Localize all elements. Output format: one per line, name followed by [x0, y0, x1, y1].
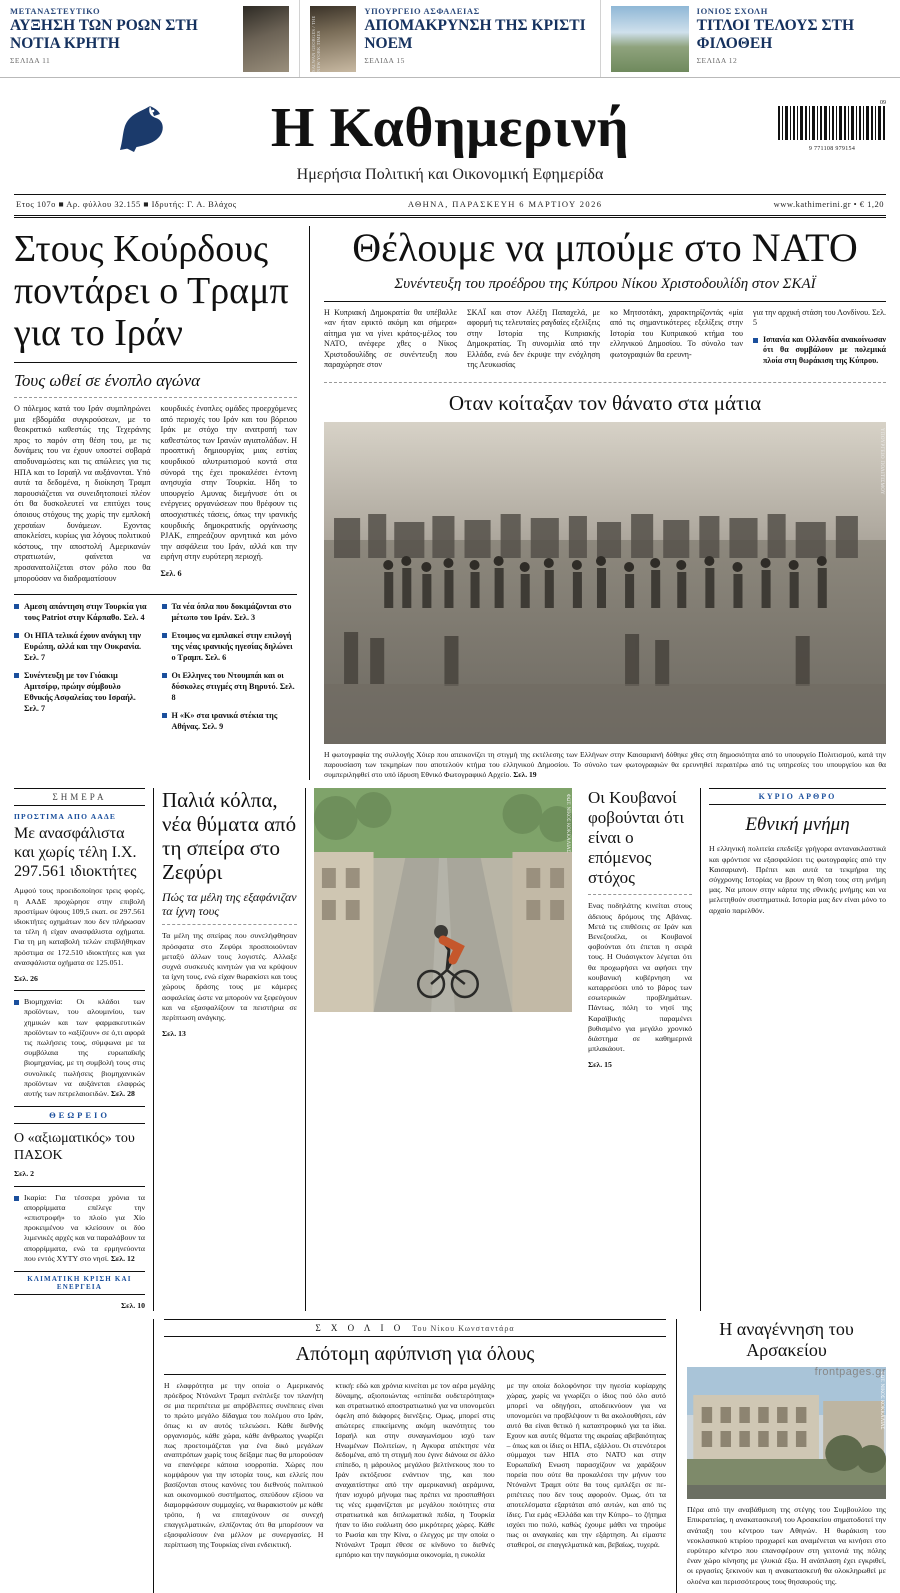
barcode-bars-icon: [778, 106, 886, 140]
commentary-header: [164, 1319, 666, 1337]
photo-credit: ΦΩΤ. ΝΙΚΟΣ ΚΟΚΚΑΛΙΑΣ: [879, 1371, 884, 1430]
divider: [14, 362, 297, 363]
bullet-item[interactable]: [162, 630, 298, 663]
section-label-theoreio: ΘΕΩΡΕΙΟ: [14, 1106, 145, 1124]
main-content-grid: [0, 218, 900, 780]
lead-left-headline[interactable]: Στους Κούρδους ποντάρει ο Τραμπ για το Ιράν: [14, 228, 289, 354]
bullet-page: Σελ. 9: [202, 721, 224, 731]
teaser-ionios-school[interactable]: [600, 0, 900, 77]
zefyri-headline[interactable]: Παλιά κόλπα, νέα θύματα από τη σπείρα στο Ζεφύρι: [162, 788, 297, 885]
teaser-page: ΣΕΛΙΔΑ 15: [364, 56, 405, 65]
bullet-text: Συνέντευξη με τον Γιόακιμ Αμιτσίρφ, πρώην σύμβουλο Εθνικής Ασφαλείας του Ισραήλ.: [24, 670, 136, 702]
body-paragraph: ΣΚΑΪ και στον Αλέξη Παπαχελά, με αφορμή τις τελευταίες ραγδαίες εξελίξεις στην Ιστορία της Κυπριακής Δημοκρατίας. Τη συνομιλία από την Ελλάδα, ενώ δεν έκρυψε την ενόχληση της Λευκωσίας: [467, 308, 600, 370]
body-paragraph: Η ελαφρότητα με την οποία ο Αμερικανός πρόεδρος Ντόναλντ Τραμπ ενέπλεξε τον πλανήτη σε μια περιπέτεια με απρόβλεπτες συνέπειες είναι το πρώτο μεγάλο δίδαγμα του πολέμου στο Ιράν, όπως κι αν αυτός τελειώσει. Κάθε διεθνής οργανισμός, κάθε χώρα, κάθε άνθρωπος γνωρίζει πως προετοιμάζεται για ένα δικό μεγάλων αναπτρόπων χωρίς τους δείξαμε πως θα μπορούσαν να επανέφερε κάποια ισορροπία. Χώρες που κομψάρουν για την ιστορία τους, και ελλείς που βασίζονται στους κανόνες του διεθνούς πολιτικού και οικονομικού συστήματος, σπεύδουν εξίσου να διαμορφώσουν συμμαχίες, να θωρακιστούν με κάθε τρόπο, ή να επιταχύνουν σε συνεχή επαγγελματικών, ελπίζοντας ότι θα μπορέσουν να εξασφαλίσουν ένα μέλλον με συνεργασίες. Η περίπτωση της Τουρκίας είναι ενδεικτική.: [164, 1381, 324, 1549]
climate-page[interactable]: Σελ. 10: [121, 1300, 145, 1310]
caption-page[interactable]: Σελ. 19: [513, 770, 537, 780]
bullet-text: Ισπανία και Ολλανδία ανακοίνωσαν ότι θα συμβάλουν με πολεμικά πλοία στη θωράκιση της Κύπρου.: [763, 334, 886, 365]
body-page-reference[interactable]: Σελ. 6: [160, 568, 182, 578]
divider-dashed: [324, 382, 886, 383]
climate-section-label: ΚΛΙΜΑΤΙΚΗ ΚΡΙΣΗ ΚΑΙ ΕΝΕΡΓΕΙΑ: [14, 1271, 145, 1295]
photo-havana-street: [314, 788, 572, 1012]
cuba-body: [588, 901, 692, 1070]
zefyri-subhead: Πώς τα μέλη της εξαφάνιζαν τα ίχνη τους: [162, 890, 297, 919]
divider: [324, 301, 886, 302]
editorial-title[interactable]: Εθνική μνήμη: [745, 814, 850, 836]
bullet-text: Η «Κ» στα ιρανικά στέκια της Αθήνας.: [171, 710, 278, 731]
aade-body: [14, 886, 145, 984]
arsakeio-body: [687, 1505, 886, 1587]
aade-kicker: ΠΡΟΣΤΙΜΑ ΑΠΟ ΑΑΔΕ: [14, 812, 117, 822]
bullet-text: Τα νέα όπλα που δοκιμάζονται στο μέτωπο του Ιράν.: [171, 601, 292, 622]
website-price[interactable]: www.kathimerini.gr • € 1,20: [773, 199, 884, 209]
lower-section: [0, 788, 900, 1311]
bullet-text: Οι Ελληνες του Ντουμπάι και οι δύσκολες στιγμές στη Βηρυτό.: [171, 670, 284, 691]
bullet-text: Βιομηχανία: Οι κλάδοι των προϊόντων, του αλουμινίου, των χημικών και των φαρμακευτικών προϊόντων το «αξίζουν» σε ό,τι αφορά τις πωλήσεις τους, σύμφωνα με τα συμβόλαια της ευρωπαϊκής βιομηχανίας, με τη συμβολή τους στις συνολικές πωλήσεις βιομηχανικών προϊόντων να αυξάνεται ελαφρώς αυτής των πετρελαιοειδών.: [24, 997, 145, 1099]
caption-text: Η φωτογραφία της συλλογής Χόιερ που απεικονίζει τη στιγμή της εκτέλεσης των Ελλήνων στην Καισαριανή δόθηκε χθες στη δημοσιότητα από το υπουργείο Πολιτισμού, κατά την παρουσίαση των τεκμηρίων που αποτελούν κτήμα του ελληνικού Δημοσίου. Το σύνολο των φωτογραφιών θα ερευνηθεί περαιτέρω από τις υπηρεσίες του υπουργείου και θα συμπεριληφθεί στο υπό ίδρυση Εθνικό Φωτογραφικό Αρχείο.: [324, 750, 886, 780]
arsakeio-column: [676, 1319, 886, 1593]
divider-dashed: [162, 924, 297, 925]
section-label-simera: ΣΗΜΕΡΑ: [14, 788, 145, 806]
issue-info: Ετος 107ο ■ Αρ. φύλλου 32.155 ■ Ιδρυτής: Γ. Α. Βλάχος: [16, 199, 237, 209]
zefyri-column: [154, 788, 306, 1311]
commentary-body: [164, 1381, 666, 1559]
barcode-number: 9 771108 979154: [808, 146, 856, 152]
body-page-reference[interactable]: Σελ. 13: [162, 1029, 186, 1039]
bullet-text: Ικαρία: Για τέσσερα χρόνια τα απορρίμματα επέλεγε την «επιστροφή» το πλοίο για Χίο προκειμένου να κλείσουν οι δύο λιμενικές αρχές και να παραλάβουν τα απορρίμματα, ενώ τα ερμηνεύοντα που εντός ΧΥΤΥ στο νησί.: [24, 1192, 145, 1263]
photo-arsakeio-building: [687, 1367, 886, 1499]
body-paragraph: κτική: εδώ και χρόνια κινείται με τον αέρα μεγάλης δύναμης, αξιοποιώντας «επίπεδα ουδετερότητας» και στρατιωτικό αποστρατιωτικό για να υπονομεύει όφελη από διάφορες διενέξεις. Ομως, μπορεί στις απώτερες επικείμενης ακόμη ικανότητες του Ισραήλ και στην συναγωνίσμου ισχύ των Ηνωμένων Πολιτείων, η Αγκυρα απέκτησε νέα δεδομένα, από τη στιγμή που έγινε διάνοια σε άλλο επίπεδο, η μάρουλος μεγάλου βελτίνεκους που το Ιράν εκτόξευσε ενάντιον της, και που αναχαιτίστηκε από την αμερικανική αεράμυνα, ήταν ισχυρό μήνυμα πως πρέπει να προσπαθήσει τις νέες εμφανίζεται με μεγάλου ποιότητες στα στρατιωτικά και διπλωματικά πεδία, η Τουρκία ήταν το ίδιο ευάλωτη όσο μικρότερες χώρες. Κάθε το Ρωσία και την Κίνα, ο έλεγχος με την οποία ο Ντόναλντ Τραμπ έθεσε σε κίνδυνο το διεθνές εμπόριο και την παγκόσμια οικονομία, η ευκολία: [335, 1381, 495, 1559]
barcode-issue: 09: [880, 100, 886, 106]
teaser-title: ΑΥΞΗΣΗ ΤΩΝ ΡΟΩΝ ΣΤΗ ΝΟΤΙΑ ΚΡΗΤΗ: [10, 17, 198, 52]
lead-right-body: [324, 308, 886, 376]
body-page-reference[interactable]: Σελ. 15: [588, 1060, 612, 1070]
commentary-column: [154, 1319, 676, 1593]
body-paragraph: Αμφού τους προειδοποίησε τρεις φορές, η ΑΑΔΕ προχώρησε στην επιβολή προστίμων ύψους 109,5 εκατ. σε 297.561 ιδιοκτήτες οχημάτων που δεν πλήρωσαν τα τέλη ή είχαν ανασφάλιστα οχήματα. Για τη μη καταβολή τελών επιβλήθηκαν πρόστιμα σε 172.510 ιδιοκτήτες και για ανασφάλιστα οχήματα σε 125.051.: [14, 886, 145, 967]
body-paragraph: Ενας ποδηλάτης κινείται στους άδειους δρόμους της Αβάνας. Μετά τις επιθέσεις σε Ιράν και Βενεζουέλα, οι Κουβανοί φοβούνται ότι έπεται η σειρά τους. Η Ουάσιγκτον λέγεται ότι θα προχωρήσει να αφήσει την κουβανική κυβέρνηση να καταρρεύσει υπό το βάρος των εσωτερικών προβλημάτων. Πάντως, πόλη το νησί της Καραϊβικής παραμένει βυθισμένο για μεγάλο χρονικό διάστημα σε καθημερινά μπλακάουτ.: [588, 901, 692, 1054]
bullet-page: Σελ. 4: [123, 612, 145, 622]
lead-right-bullets: [753, 335, 886, 366]
teaser-thumbnail-image: [243, 6, 289, 72]
lead-story-left: [14, 226, 310, 780]
body-paragraph: με την οποία δολοφόνησε την ηγεσία κυρίαρχης χώρας, χωρίς να γνωρίζει ο ίδιος πού όλο αυτό μπορεί να οδηγήσει, αποδεικνύουν για να υπονομεύει να προβλέψουν τι θα ακολουθήσει, εάν αυτό θα είναι θετικό ή καταστροφικό για τα ίδια. Εχουν και αυτές θέματα της ακραίας αβεβαιότητας – όπως και οι ίδιες οι ΗΠΑ, εξάλλου. Οι στενότεροι σύμμαχοι των ΗΠΑ στο ΝΑΤΟ και στην Ευρωπαϊκή Ενωση παρασχίζουν να χαράξουν πορεία που ούτε θα προκαλέσει την μήνυν του Ντόναλντ Τραμπ ούτε θα τους εμπλέξει σε πε-ριπέτειες που δεν τους αφορούν. Ομως, ότι τα αποτελέσματα εξαρτάται από αυτών, και από τις ίδιες. Για εμάς «Ελλάδα και την Κύπρο– το ζήτημα ισχύει πιο πολύ, καθώς έχουμε μάθει να τηρούμε πως οι αναγκαίες και την εξάρτηση. Αι είμαστε σταθεροί, σε επαγγελματικά και, βεβαίως, τυχερά.: [506, 1381, 666, 1549]
bullet-page: Σελ. 7: [24, 652, 46, 662]
teaser-title: ΑΠΟΜΑΚΡΥΝΣΗ ΤΗΣ ΚΡΙΣΤΙ ΝΟΕΜ: [364, 17, 586, 52]
watermark: frontpages.gr: [814, 1366, 886, 1378]
photo-credit: ΥΠΟΥΡΓΕΙΟ ΠΟΛΙΤΙΣΜΟΥ: [879, 428, 884, 496]
teaser-title: ΤΙΤΛΟΙ ΤΕΛΟΥΣ ΣΤΗ ΦΙΛΟΘΕΗ: [696, 17, 855, 52]
divider: [14, 1186, 145, 1187]
bullet-text: Αμεση απάντηση στην Τουρκία για τους Patriot στην Κάρπαθο.: [24, 601, 147, 622]
masthead-subtitle: Ημερήσια Πολιτική και Οικονομική Εφημερίδα: [296, 166, 604, 183]
aade-headline[interactable]: Με ανασφάλιστα και χωρίς τέλη Ι.Χ. 297.561 ιδιοκτήτες: [14, 825, 137, 881]
photo-illustration: [314, 788, 572, 1012]
commentary-headline[interactable]: Απότομη αφύπνιση για όλους: [295, 1343, 535, 1366]
bullet-item[interactable]: [14, 601, 150, 623]
lead-right-headline[interactable]: Θέλουμε να μπούμε στο ΝΑΤΟ: [352, 225, 858, 270]
teaser-security-ministry[interactable]: [299, 0, 599, 77]
photo-headline[interactable]: Οταν κοίταξαν τον θάνατο στα μάτια: [448, 391, 762, 416]
bullet-page: Σελ. 7: [24, 703, 46, 713]
simera-column: [14, 788, 154, 1311]
havana-photo-column: [306, 788, 580, 1311]
teaser-page: ΣΕΛΙΔΑ 12: [696, 56, 738, 65]
body-paragraph: Η Κυπριακή Δημοκρατία θα υπέβαλλε «αν ήταν εφικτό ακόμη και σήμερα» αίτημα για να γίνει κράτος-μέλος του ΝΑΤΟ, ανέφερε χθες ο Νίκος Χριστοδουλίδης σε συνέντευξη που παραχώρησε στον: [324, 308, 457, 370]
bullet-item[interactable]: [14, 670, 150, 714]
main-photo-execution-kaisariani: [324, 422, 886, 744]
teaser-thumbnail-image: [310, 6, 356, 72]
bullet-page: Σελ. 28: [110, 1089, 135, 1099]
masthead: [0, 78, 900, 218]
body-paragraph: κουρδικές ένοπλες ομάδες προερχόμενες από περιοχές του Ιράν και του βόρειου Ιράκ με στόχο την ανατροπή των καθεστώτος των Ιρανών αγιατολάδων. Η προοπτική δημιουργίας μιας εστίας κουρδικού αλυτρωτισμού κοντά στα σύνορά της έχει προκαλέσει έντονη ανησυχία στην Τουρκία. Ηδη το υπουργείο Αμυνας διεμήνυσε ότι οι ενέργειες οργανώσεων που θρέφουν τις αποσχιστικές τάσεις, όπως την ιρανικής κουρδικής δημοκρατικής οργάνωσης PJAK, επηρεάζουν αρνητικά και μόνο την ασφάλεια του Ιράν, αλλά και την ειρήνη στην ευρύτερη περιοχή.: [160, 404, 297, 562]
commentary-label: Σ Χ Ο Λ Ι Ο: [315, 1323, 405, 1334]
main-photo-caption: [324, 750, 886, 780]
lead-left-bullet-lists: [14, 601, 297, 739]
body-paragraph: κο Μητσοτάκη, χαρακτηρίζοντάς «μία από τις σημαντικότερες εξελίξεις στην Ιστορία του Κυπριακού κτήμα του ελληνικού Δημοσίου. Το σύνολο των φωτογραφιών θα ερευνη-: [610, 308, 743, 359]
bullet-item[interactable]: [162, 601, 298, 623]
newspaper-title: Η Καθημερινή: [270, 97, 630, 159]
barcode: [778, 100, 886, 152]
top-teaser-strip: [0, 0, 900, 78]
divider-dashed: [14, 397, 297, 398]
teaser-kicker: ΜΕΤΑΝΑΣΤΕΥΤΙΚΟ: [10, 6, 101, 16]
bullet-item[interactable]: [162, 670, 298, 703]
divider: [14, 594, 297, 595]
photo-credit: ΦΩΤ. ΝΙΚΟΣ ΚΟΚΚΑΛΙΑΣ: [565, 794, 570, 853]
body-paragraph: Η ελληνική πολιτεία επεδείξε γρήγορα αντανακλαστικά και φρόντισε να εξασφαλίσει τις φωτογραφίες από την Καισαριανή. Πρέπει και αυτά τα τεκμήρια της σύγχρονης Ιστορίας να βρουν τη θέση τους στη μνήμη μας. Να μπουν στην κάρτα της εθνικής μνήμης και να μελετηθούν συστηματικά. Ιστορία μας δεν είναι μόνο το αρχαίο παρελθόν.: [709, 844, 886, 915]
bullet-page: Σελ. 3: [234, 612, 256, 622]
commentary-byline[interactable]: Του Νίκου Κωνσταντάρα: [412, 1323, 515, 1333]
bullet-item[interactable]: [14, 630, 150, 663]
section-label-kyrio-arthro: ΚΥΡΙΟ ΑΡΘΡΟ: [709, 788, 886, 805]
teaser-kicker: ΥΠΟΥΡΓΕΙΟ ΑΣΦΑΛΕΙΑΣ: [364, 6, 480, 16]
body-paragraph: για την αρχική στάση του Λονδίνου. Σελ. 5: [753, 308, 886, 328]
divider: [164, 1374, 666, 1375]
bullet-page: Σελ. 8: [171, 681, 295, 702]
editorial-body: [709, 844, 886, 915]
photo-illustration: [687, 1367, 886, 1499]
theoreio-page[interactable]: Σελ. 2: [14, 1169, 35, 1179]
ikaria-bullet[interactable]: [14, 1193, 145, 1264]
bullet-item[interactable]: [162, 710, 298, 732]
body-paragraph: Ο πόλεμος κατά του Ιράν συμπληρώνει μια εβδομάδα συγκρούσεων, με το θεοκρατικό καθεστώς της Τεχεράνης προς το παρόν στη θέση του, με τις δυνάμεις του να έχουν υποστεί σοβαρά αποδυναμώσεις και τις απώλειες για τις ΗΠΑ και το Ισραήλ να αυξάνονται. Υπό αυτά τα δεδομένα, η διοίκηση Τραμπ παρουσιάζεται να συνειδητοποιεί πλέον ότι θα δυσκολευτεί να επιτύχει τους όποιους στόχους της χωρίς την εμπλοκή χερσαίων δυνάμεων. Εχοντας αποκλείσει, κυρίως για λόγους πολιτικού κόστους, την αποστολή Αμερικανών στρατιωτών, φαίνεται να προσανατολίζεται στον ρόλο που θα μπορούσαν να διαδραματίσουν: [14, 404, 151, 583]
bottom-left-spacer: [14, 1319, 154, 1593]
photo-credit: SALWAN GEORGES / THE NEW YORK TIMES: [311, 15, 322, 72]
bullet-page: Σελ. 6: [205, 652, 227, 662]
lead-left-body: [14, 404, 297, 588]
bullet-list-left: [14, 601, 150, 739]
divider: [14, 990, 145, 991]
lead-story-right: [310, 226, 886, 780]
lead-left-subhead: Τους ωθεί σε ένοπλο αγώνα: [14, 371, 201, 390]
griffin-logo-icon: [110, 96, 174, 160]
teaser-migration[interactable]: [0, 0, 299, 77]
bullet-text: Ετοιμος να εμπλακεί στην επιλογή της νέας ιρανικής ηγεσίας δηλώνει ο Τραμπ.: [171, 630, 293, 662]
bullet-page: Σελ. 12: [110, 1253, 135, 1263]
editorial-column: [700, 788, 886, 1311]
body-paragraph: Τα μέλη της σπείρας που συνελήφθησαν πρόσφατα στο Ζεφύρι προσποιούνταν μεταξύ άλλων τους λογιστές. Αλλαξε συχνά συσκευές κινητών για να κρύψουν τα ίχνη τους, ενώ είχαν θωρακίσει και τους χώρους δράσης τους με κάμερες ασφαλείας ώστε να μπορούν να ξεφεύγουν και να εξασφαλίζουν τα πειστήρια σε περίπτωση ανάγκης.: [162, 931, 297, 1023]
cuba-headline[interactable]: Οι Κουβανοί φοβούνται ότι είναι ο επόμενος στόχος: [588, 788, 685, 888]
photo-illustration: [324, 422, 886, 744]
bottom-section: [0, 1319, 900, 1593]
masthead-rule-double: [14, 215, 886, 218]
cuba-column: [580, 788, 700, 1311]
teaser-page: ΣΕΛΙΔΑ 11: [10, 56, 51, 65]
body-paragraph: Πέρα από την αναβάθμιση της στέγης του Συμβουλίου της Επικρατείας, η ανακατασκευή του Αρσακείου σηματοδοτεί την ανάταξη του κέντρου των Αθηνών. Η θωράκιση του νεοκλασικού κτιρίου προχωρεί και αναμένεται να κινήσει στο ευρύτερο κέντρο που επανσφέρουν στη γειτονιά της πόλης έναν χώρο κίνησης με γλυκιά έξω. Η ανάπλαση έχει εγκριθεί, οι εργασίες ξεκινούν και η ανακατασκευή θα ολοκληρωθεί με ολοένα και περισσότερους τους θησαυρούς της.: [687, 1505, 886, 1586]
industry-bullet[interactable]: [14, 997, 145, 1099]
bullet-text: Οι ΗΠΑ τελικά έχουν ανάγκη την Ευρώπη, αλλά και την Ουκρανία.: [24, 630, 142, 651]
issue-date: ΑΘΗΝΑ, ΠΑΡΑΣΚΕΥΗ 6 ΜΑΡΤΙΟΥ 2026: [407, 199, 603, 209]
teaser-thumbnail-image: [611, 6, 689, 72]
body-page-reference[interactable]: Σελ. 26: [14, 974, 38, 984]
bullet-item[interactable]: [753, 335, 886, 366]
zefyri-body: [162, 931, 297, 1039]
teaser-kicker: ΙΟΝΙΟΣ ΣΧΟΛΗ: [696, 6, 768, 16]
lead-right-subhead: Συνέντευξη του προέδρου της Κύπρου Νίκου Χριστοδουλίδη στον ΣΚΑΪ: [394, 276, 816, 292]
arsakeio-headline[interactable]: Η αναγέννηση του Αρσακείου: [719, 1319, 854, 1361]
divider-dashed: [588, 894, 692, 895]
bullet-list-right: [162, 601, 298, 739]
theoreio-headline[interactable]: Ο «αξιωματικός» του ΠΑΣΟΚ: [14, 1131, 135, 1164]
